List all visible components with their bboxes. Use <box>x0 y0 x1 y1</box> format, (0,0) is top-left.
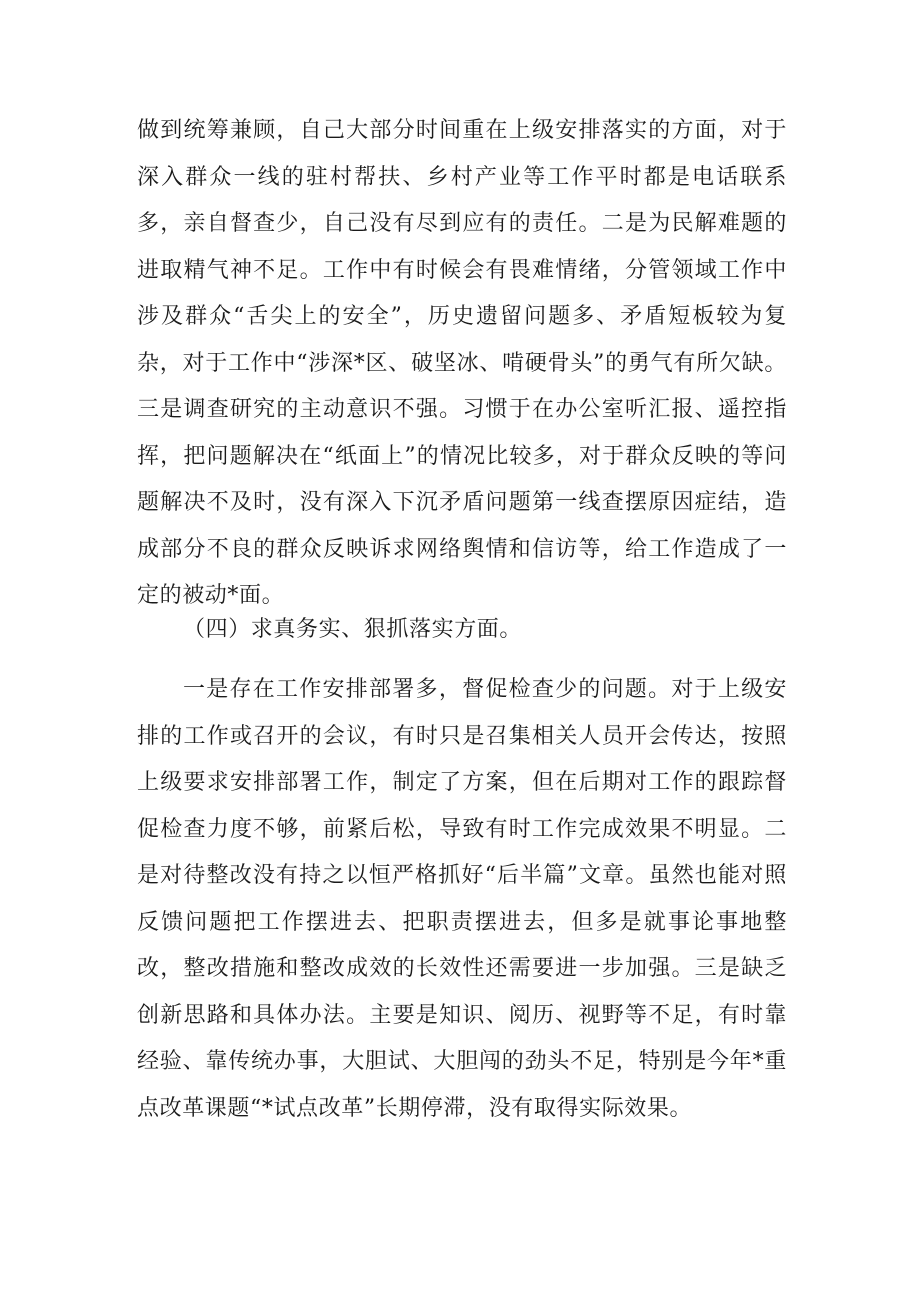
section-heading: （四）求真务实、狠抓落实方面。 <box>183 617 523 642</box>
body-paragraph-1: 做到统筹兼顾，自己大部分时间重在上级安排落实的方面，对于深入群众一线的驻村帮扶、乡村产业等工作平时都是电话联系多，亲自督查少，自己没有尽到应有的责任。二是为民解难题的进取精气神不足。工作中有时候会有畏难情绪，分管领域工作中涉及群众“舌尖上的安全”，历史遗留问题多、矛盾短板较为复杂，对于工作中“涉深*区、破坚冰、啃硬骨头”的勇气有所欠缺。三是调查研究的主动意识不强。习惯于在办公室听汇报、遥控指挥，把问题解决在“纸面上”的情况比较多，对于群众反映的等问题解决不及时，没有深入下沉矛盾问题第一线查摆原因症结，造成部分不良的群众反映诉求网络舆情和信访等，给工作造成了一定的被动*面。 <box>137 118 787 608</box>
body-paragraph-2: 一是存在工作安排部署多，督促检查少的问题。对于上级安排的工作或召开的会议，有时只是召集相关人员开会传达，按照上级要求安排部署工作，制定了方案，但在后期对工作的跟踪督促检查力度不够，前紧后松，导致有时工作完成效果不明显。二是对待整改没有持之以恒严格抓好“后半篇”文章。虽然也能对照反馈问题把工作摆进去、把职责摆进去，但多是就事论事地整改，整改措施和整改成效的长效性还需要进一步加强。三是缺乏创新思路和具体办法。主要是知识、阅历、视野等不足，有时靠经验、靠传统办事，大胆试、大胆闯的劲头不足，特别是今年*重点改革课题“*试点改革”长期停滞，没有取得实际效果。 <box>137 677 787 1121</box>
